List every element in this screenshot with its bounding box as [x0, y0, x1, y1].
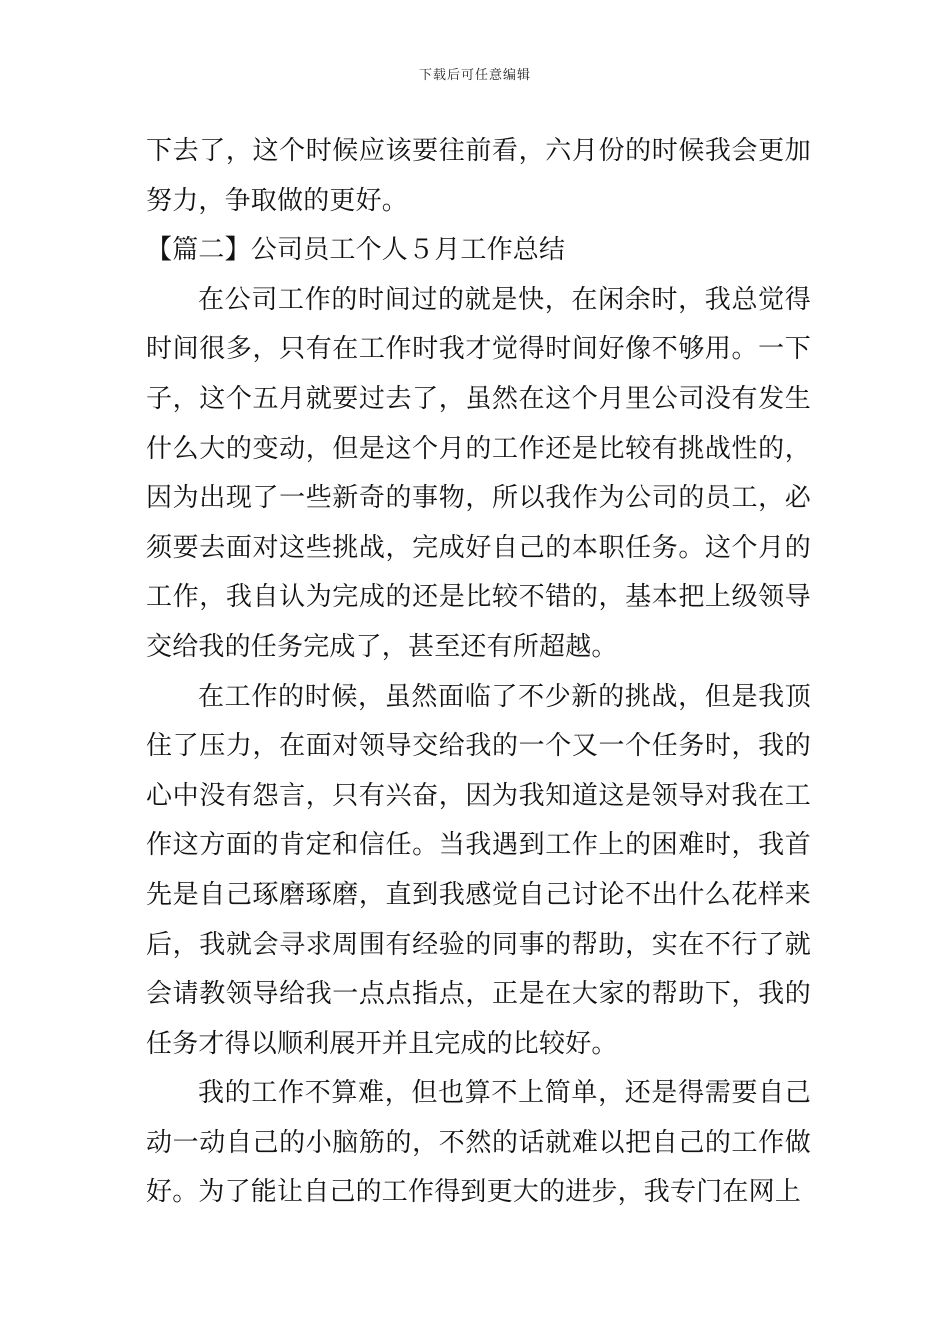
- page-header-note: 下载后可任意编辑: [418, 68, 531, 83]
- body-paragraph-1: 在公司工作的时间过的就是快，在闲余时，我总觉得时间很多，只有在工作时我才觉得时间好像不够用。一下子，这个五月就要过去了，虽然在这个月里公司没有发生什么大的变动，但是这个月的工作还是比较有挑战性的，因为出现了一些新奇的事物，所以我作为公司的员工，必须要去面对这些挑战，完成好自己的本职任务。这个月的工作，我自认为完成的还是比较不错的，基本把上级领导交给我的任务完成了，甚至还有所超越。: [146, 284, 811, 662]
- body-paragraph-2: 在工作的时候，虽然面临了不少新的挑战，但是我顶住了压力，在面对领导交给我的一个又一个任务时，我的心中没有怨言，只有兴奋，因为我知道这是领导对我在工作这方面的肯定和信任。当我遇到工作上的困难时，我首先是自己琢磨琢磨，直到我感觉自己讨论不出什么花样来后，我就会寻求周围有经验的同事的帮助，实在不行了就会请教领导给我一点点指点，正是在大家的帮助下，我的任务才得以顺利展开并且完成的比较好。: [146, 681, 811, 1059]
- body-paragraph-3: 我的工作不算难，但也算不上简单，还是得需要自己动一动自己的小脑筋的，不然的话就难以把自己的工作做好。为了能让自己的工作得到更大的进步，我专门在网上: [146, 1078, 811, 1208]
- document-body: [146, 127, 811, 1218]
- section-heading: 【篇二】公司员工个人５月工作总结: [146, 235, 566, 266]
- continuation-paragraph: 下去了，这个时候应该要往前看，六月份的时候我会更加努力，争取做的更好。: [146, 136, 811, 216]
